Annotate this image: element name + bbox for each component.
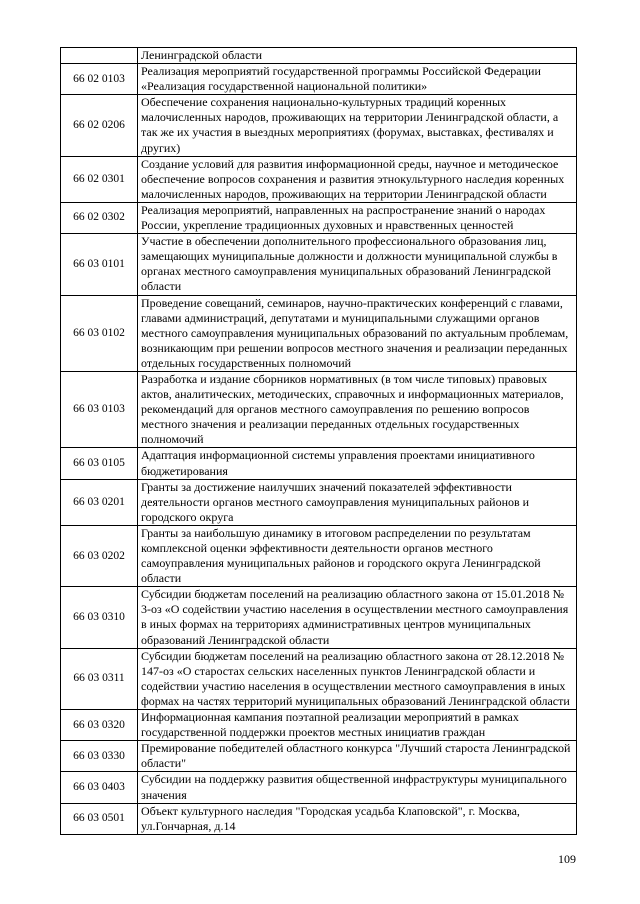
row-code: 66 03 0320 [61,710,138,741]
row-description: Субсидии бюджетам поселений на реализацию областного закона от 28.12.2018 № 147-оз «О старостах сельских населенных пунктов Ленинградской области и содействии участию населения в осуществлении местного самоуправления в иных формах на частях территорий муниципальных образований Ленинградской области [138,648,577,709]
table-row [61,648,577,709]
table-row [61,525,577,586]
row-description: Реализация мероприятий государственной программы Российской Федерации «Реализация государственной национальной политики» [138,64,577,95]
row-description: Участие в обеспечении дополнительного профессионального образования лиц, замещающих муниципальные должности и должности муниципальной службы в органах местного самоуправления муниципальных образований Ленинградской области [138,234,577,295]
row-code: 66 03 0201 [61,479,138,525]
row-code: 66 02 0301 [61,156,138,202]
row-code: 66 03 0101 [61,234,138,295]
table-row [61,64,577,95]
row-code: 66 02 0206 [61,95,138,156]
table-row [61,479,577,525]
table-row [61,295,577,371]
row-code [61,48,138,64]
row-code: 66 03 0310 [61,587,138,648]
row-description: Информационная кампания поэтапной реализации мероприятий в рамках государственной поддержки проектов местных инициатив граждан [138,710,577,741]
table-row [61,95,577,156]
row-code: 66 02 0103 [61,64,138,95]
row-code: 66 03 0403 [61,772,138,803]
row-code: 66 03 0103 [61,371,138,447]
row-code: 66 03 0202 [61,525,138,586]
table-row [61,48,577,64]
table-row [61,448,577,479]
row-code: 66 03 0311 [61,648,138,709]
table-row [61,710,577,741]
row-code: 66 02 0302 [61,202,138,233]
row-code: 66 03 0105 [61,448,138,479]
row-description: Адаптация информационной системы управления проектами инициативного бюджетирования [138,448,577,479]
row-description: Обеспечение сохранения национально-культурных традиций коренных малочисленных народов, проживающих на территории Ленинградской области, а так же их участия в выездных мероприятиях (форумах, выставках, фестивалях и других) [138,95,577,156]
row-description: Премирование победителей областного конкурса "Лучший староста Ленинградской области" [138,741,577,772]
row-description: Объект культурного наследия "Городская усадьба Клаповской", г. Москва, ул.Гончарная, д.14 [138,803,577,834]
row-description: Реализация мероприятий, направленных на распространение знаний о народах России, укрепление традиционных духовных и нравственных ценностей [138,202,577,233]
row-code: 66 03 0501 [61,803,138,834]
row-description: Ленинградской области [138,48,577,64]
table-row [61,234,577,295]
row-description: Субсидии на поддержку развития общественной инфраструктуры муниципального значения [138,772,577,803]
row-description: Создание условий для развития информационной среды, научное и методическое обеспечение вопросов сохранения и развития этнокультурного наследия коренных малочисленных народов, проживающих на территории Ленинградской области [138,156,577,202]
row-code: 66 03 0102 [61,295,138,371]
table-row [61,803,577,834]
row-code: 66 03 0330 [61,741,138,772]
budget-codes-table [60,47,577,835]
row-description: Проведение совещаний, семинаров, научно-практических конференций с главами, главами администраций, депутатами и муниципальными служащими органов местного самоуправления муниципальных образований по актуальным проблемам, возникающим при решении вопросов местного значения и реализации переданных отдельных государственных полномочий [138,295,577,371]
row-description: Гранты за достижение наилучших значений показателей эффективности деятельности органов местного самоуправления муниципальных районов и городского округа [138,479,577,525]
table-row [61,202,577,233]
table-row [61,741,577,772]
page-number: 109 [558,852,576,866]
table-row [61,156,577,202]
table-body [61,48,577,835]
row-description: Разработка и издание сборников нормативных (в том числе типовых) правовых актов, аналитических, методических, справочных и информационных материалов, рекомендаций для органов местного самоуправления по решению вопросов местного значения и реализации переданных отдельных государственных полномочий [138,371,577,447]
table-row [61,772,577,803]
row-description: Субсидии бюджетам поселений на реализацию областного закона от 15.01.2018 № 3-оз «О содействии участию населения в осуществлении местного самоуправления в иных формах на территориях административных центров муниципальных образований Ленинградской области [138,587,577,648]
table-row [61,371,577,447]
row-description: Гранты за наибольшую динамику в итоговом распределении по результатам комплексной оценки эффективности деятельности органов местного самоуправления муниципальных районов и городского округа Ленинградской области [138,525,577,586]
table-row [61,587,577,648]
